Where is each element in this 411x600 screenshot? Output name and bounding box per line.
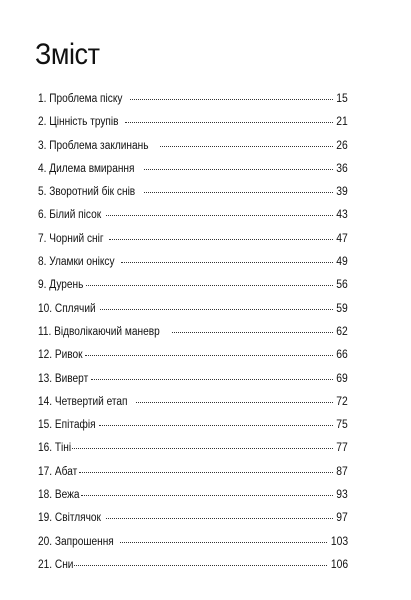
toc-page-number: 69 — [336, 372, 348, 385]
toc-page-number: 87 — [336, 465, 348, 478]
toc-entry — [38, 139, 348, 162]
toc-page-number: 77 — [336, 442, 348, 455]
toc-dot-leader — [91, 370, 333, 380]
toc-page-number: 62 — [336, 325, 348, 338]
toc-page-number: 39 — [336, 186, 348, 199]
toc-dot-leader — [85, 346, 334, 356]
toc-page-number: 66 — [336, 349, 348, 362]
toc-entry — [38, 441, 348, 464]
toc-entry-title: 1. Проблема піску — [38, 93, 123, 105]
toc-page-number: 26 — [336, 139, 348, 152]
toc-dot-leader — [172, 323, 333, 333]
toc-entry — [38, 255, 348, 278]
toc-page-number: 75 — [336, 419, 348, 432]
toc-dot-leader — [136, 393, 333, 403]
toc-page-number: 15 — [336, 93, 348, 105]
toc-entry — [38, 162, 348, 185]
toc-dot-leader — [125, 113, 333, 123]
toc-dot-leader — [79, 463, 334, 473]
toc-page-number: 56 — [336, 279, 348, 292]
toc-entry-title: 12. Ривок — [38, 349, 83, 362]
toc-entry-title: 18. Вежа — [38, 489, 80, 502]
toc-page-number: 103 — [330, 535, 348, 548]
toc-entry — [38, 395, 348, 418]
toc-page-number: 93 — [336, 489, 348, 502]
toc-entry — [38, 208, 348, 231]
toc-dot-leader — [74, 556, 327, 566]
toc-entry — [38, 185, 348, 208]
toc-page-number: 72 — [336, 395, 348, 408]
toc-dot-leader — [144, 183, 333, 193]
toc-entry — [38, 348, 348, 371]
toc-entry-title: 16. Тіні — [38, 442, 72, 455]
toc-entry-title: 10. Сплячий — [38, 302, 96, 315]
toc-page-number: 36 — [336, 162, 348, 175]
toc-entry — [38, 465, 348, 488]
toc-entry — [38, 558, 348, 581]
toc-dot-leader — [106, 206, 333, 216]
toc-dot-leader — [99, 416, 333, 426]
toc-page-number: 47 — [336, 232, 348, 245]
toc-page-number: 49 — [336, 256, 348, 269]
toc-page-number: 97 — [336, 512, 348, 525]
toc-entry-title: 13. Виверт — [38, 372, 89, 385]
toc-dot-leader — [120, 533, 327, 543]
toc-entry — [38, 488, 348, 511]
toc-entry — [38, 92, 348, 115]
toc-dot-leader — [86, 276, 334, 286]
toc-page-number: 106 — [330, 558, 348, 571]
toc-entry-title: 11. Відволікаючий маневр — [38, 325, 160, 338]
toc-entry-title: 14. Четвертий етап — [38, 395, 128, 408]
table-of-contents — [38, 92, 348, 581]
toc-entry-title: 21. Сни — [38, 558, 74, 571]
toc-entry — [38, 302, 348, 325]
toc-dot-leader — [106, 509, 334, 519]
toc-entry-title: 17. Абат — [38, 465, 78, 478]
toc-entry — [38, 535, 348, 558]
toc-dot-leader — [144, 160, 334, 170]
page-title: Зміст — [35, 38, 100, 71]
toc-entry — [38, 372, 348, 395]
toc-entry-title: 8. Уламки оніксу — [38, 256, 115, 269]
toc-dot-leader — [100, 300, 334, 310]
toc-dot-leader — [121, 253, 333, 263]
toc-entry-title: 7. Чорний сніг — [38, 232, 104, 245]
toc-page-number: 21 — [336, 116, 348, 129]
toc-dot-leader — [130, 90, 333, 100]
toc-entry-title: 4. Дилема вмирання — [38, 162, 135, 175]
toc-page-number: 43 — [336, 209, 348, 222]
toc-dot-leader — [81, 486, 333, 496]
toc-entry — [38, 232, 348, 255]
toc-entry — [38, 511, 348, 534]
toc-dot-leader — [72, 439, 334, 449]
toc-dot-leader — [109, 230, 334, 240]
toc-entry-title: 19. Світлячок — [38, 512, 101, 525]
toc-entry-title: 6. Білий пісок — [38, 209, 102, 222]
toc-entry-title: 15. Епітафія — [38, 419, 96, 432]
toc-entry-title: 9. Дурень — [38, 279, 84, 292]
toc-entry-title: 5. Зворотний бік снів — [38, 186, 136, 199]
toc-entry — [38, 418, 348, 441]
toc-entry — [38, 278, 348, 301]
toc-entry-title: 20. Запрошення — [38, 535, 114, 548]
toc-entry-title: 3. Проблема заклинань — [38, 139, 149, 152]
toc-page-number: 59 — [336, 302, 348, 315]
toc-entry — [38, 115, 348, 138]
toc-dot-leader — [160, 137, 334, 147]
toc-entry — [38, 325, 348, 348]
toc-entry-title: 2. Цінність трупів — [38, 116, 119, 129]
